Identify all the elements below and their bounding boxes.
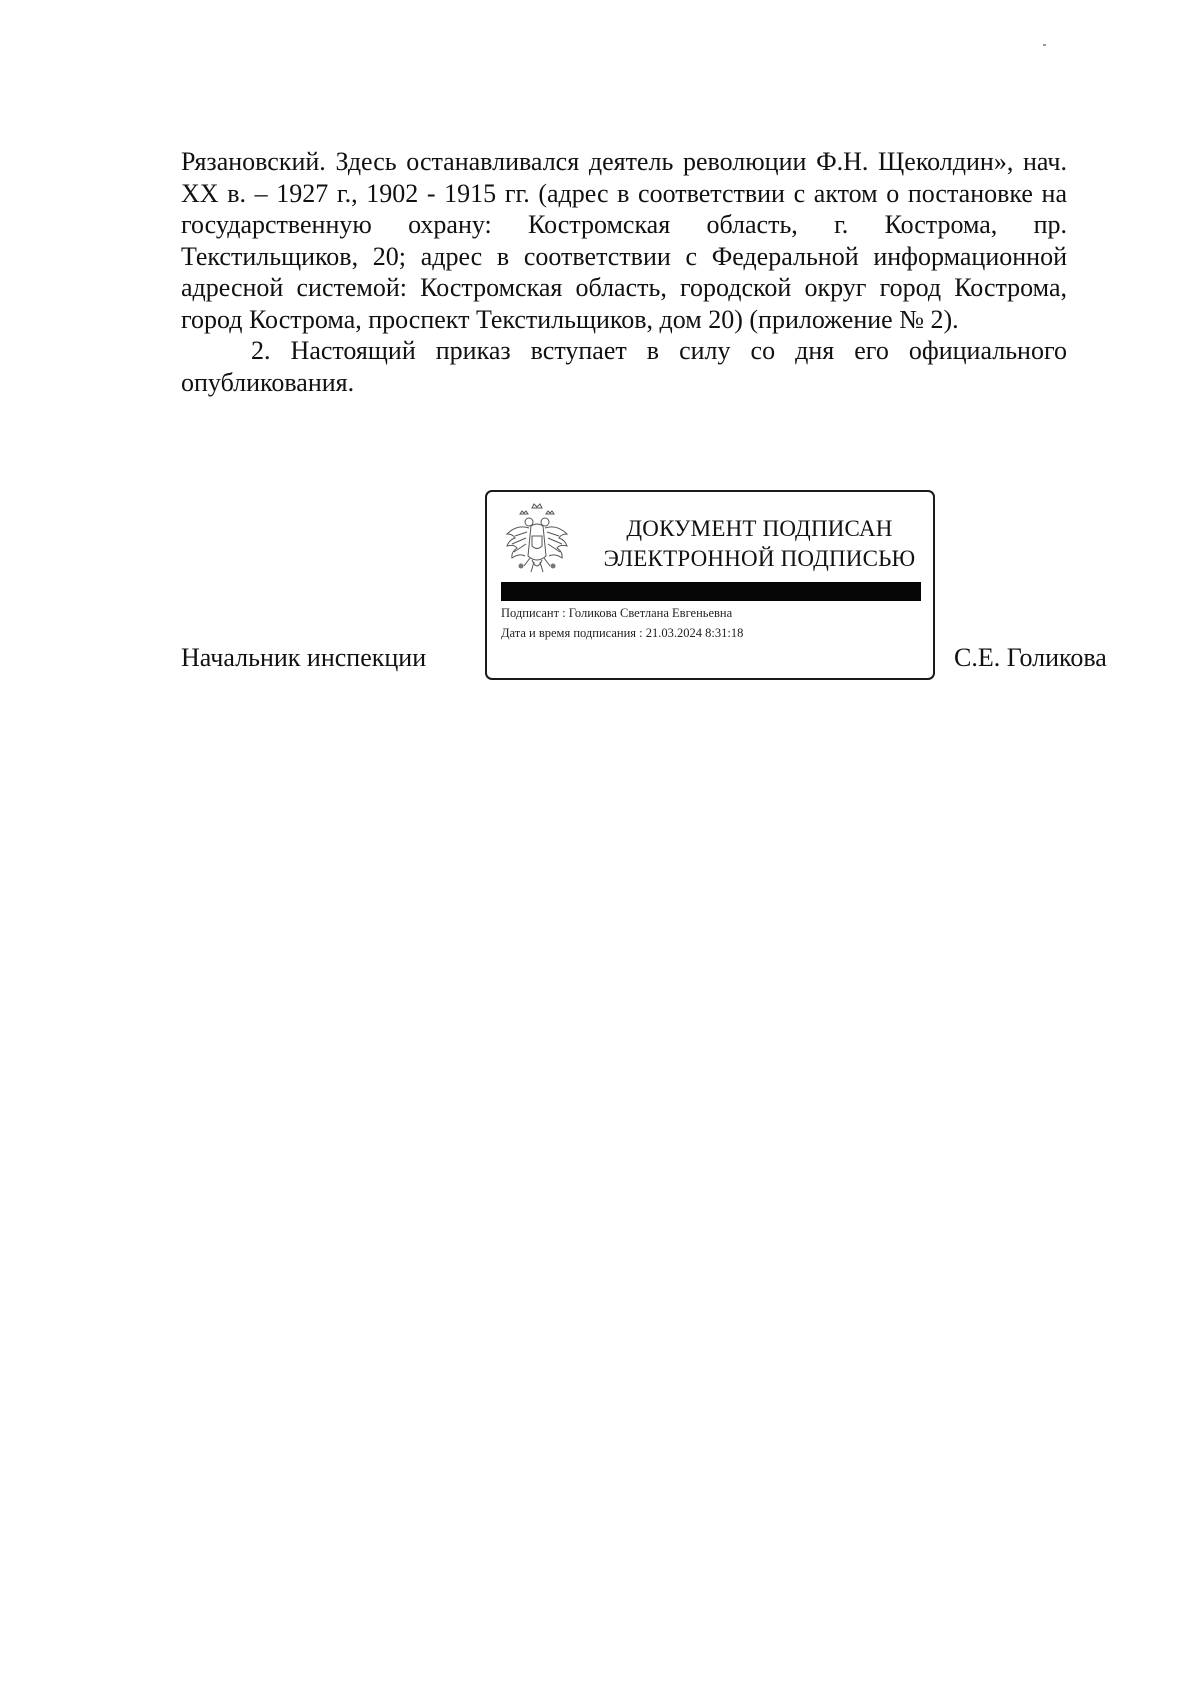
signature-block [0, 490, 1200, 690]
document-body [181, 146, 1067, 398]
stamp-signer-line: Подписант : Голикова Светлана Евгеньевна [501, 606, 733, 620]
paragraph-continuation: Рязановский. Здесь останавливался деятель революции Ф.Н. Щеколдин», нач. XX в. – 1927 г., 1902 - 1915 гг. (адрес в соответствии с актом о постановке на государственную охрану: Костромская область, г. Кострома, пр. Текстильщиков, 20; адрес в соответствии с Федеральной информационной адресной системой: Костромская область, городской округ город Кострома, город Кострома, проспект Текстильщиков, дом 20) (приложение № 2). [181, 147, 1067, 334]
stamp-datetime-line: Дата и время подписания : 21.03.2024 8:31:18 [501, 626, 744, 640]
paragraph-item-2: 2. Настоящий приказ вступает в силу со дня его официального опубликования. [181, 336, 1067, 397]
scan-speck [1043, 44, 1046, 46]
electronic-signature-stamp [485, 490, 935, 680]
stamp-redaction-bar [501, 582, 921, 601]
stamp-title [587, 514, 932, 574]
russian-coat-of-arms-icon [502, 502, 572, 582]
signer-position-title: Начальник инспекции [181, 643, 427, 672]
stamp-title-line-2: ЭЛЕКТРОННОЙ ПОДПИСЬЮ [603, 546, 916, 571]
stamp-title-line-1: ДОКУМЕНТ ПОДПИСАН [626, 516, 893, 541]
signer-short-name: С.Е. Голикова [954, 643, 1107, 672]
